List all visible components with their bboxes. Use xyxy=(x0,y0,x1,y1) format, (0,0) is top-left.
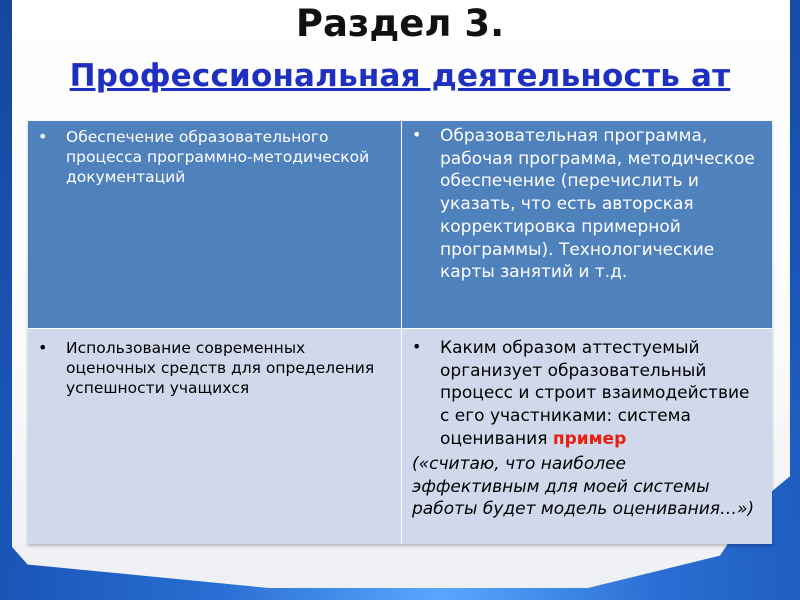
cell-text xyxy=(412,337,762,451)
bullet: • xyxy=(38,127,48,146)
cell-text: Использование современных оценочных средств для определения успешности учащихся xyxy=(66,339,375,397)
table-cell-r1c2 xyxy=(402,121,772,329)
list-item xyxy=(412,125,760,284)
table-cell-r2c1 xyxy=(28,329,402,544)
cell-text: Обеспечение образовательного процесса программно-методической документаций xyxy=(66,128,370,186)
table-cell-r2c2 xyxy=(402,329,772,544)
cell-text: Образовательная программа, рабочая программа, методическое обеспечение (перечислить и указать, что есть авторская корректировка примерной программы). Технологические карты занятий и т.д. xyxy=(440,126,755,283)
italic-note: («считаю, что наиболее эффективным для моей системы работы будет модель оценивания…») xyxy=(412,454,755,520)
example-highlight: пример xyxy=(552,428,627,449)
slide-title: Раздел 3. xyxy=(295,2,505,45)
bullet: • xyxy=(412,125,422,144)
bullet: • xyxy=(38,338,48,357)
list-item xyxy=(38,338,388,398)
list-item xyxy=(38,127,378,187)
slide-subtitle-link[interactable]: Профессиональная деятельность ат xyxy=(69,58,731,94)
bullet: • xyxy=(412,337,422,356)
table-cell-r1c1 xyxy=(28,121,402,329)
cell-text-main: Каким образом аттестуемый организует образовательный процесс и строит взаимодействие с его участниками: система оценивания xyxy=(440,338,750,449)
list-item xyxy=(412,337,762,451)
content-table xyxy=(28,121,772,544)
